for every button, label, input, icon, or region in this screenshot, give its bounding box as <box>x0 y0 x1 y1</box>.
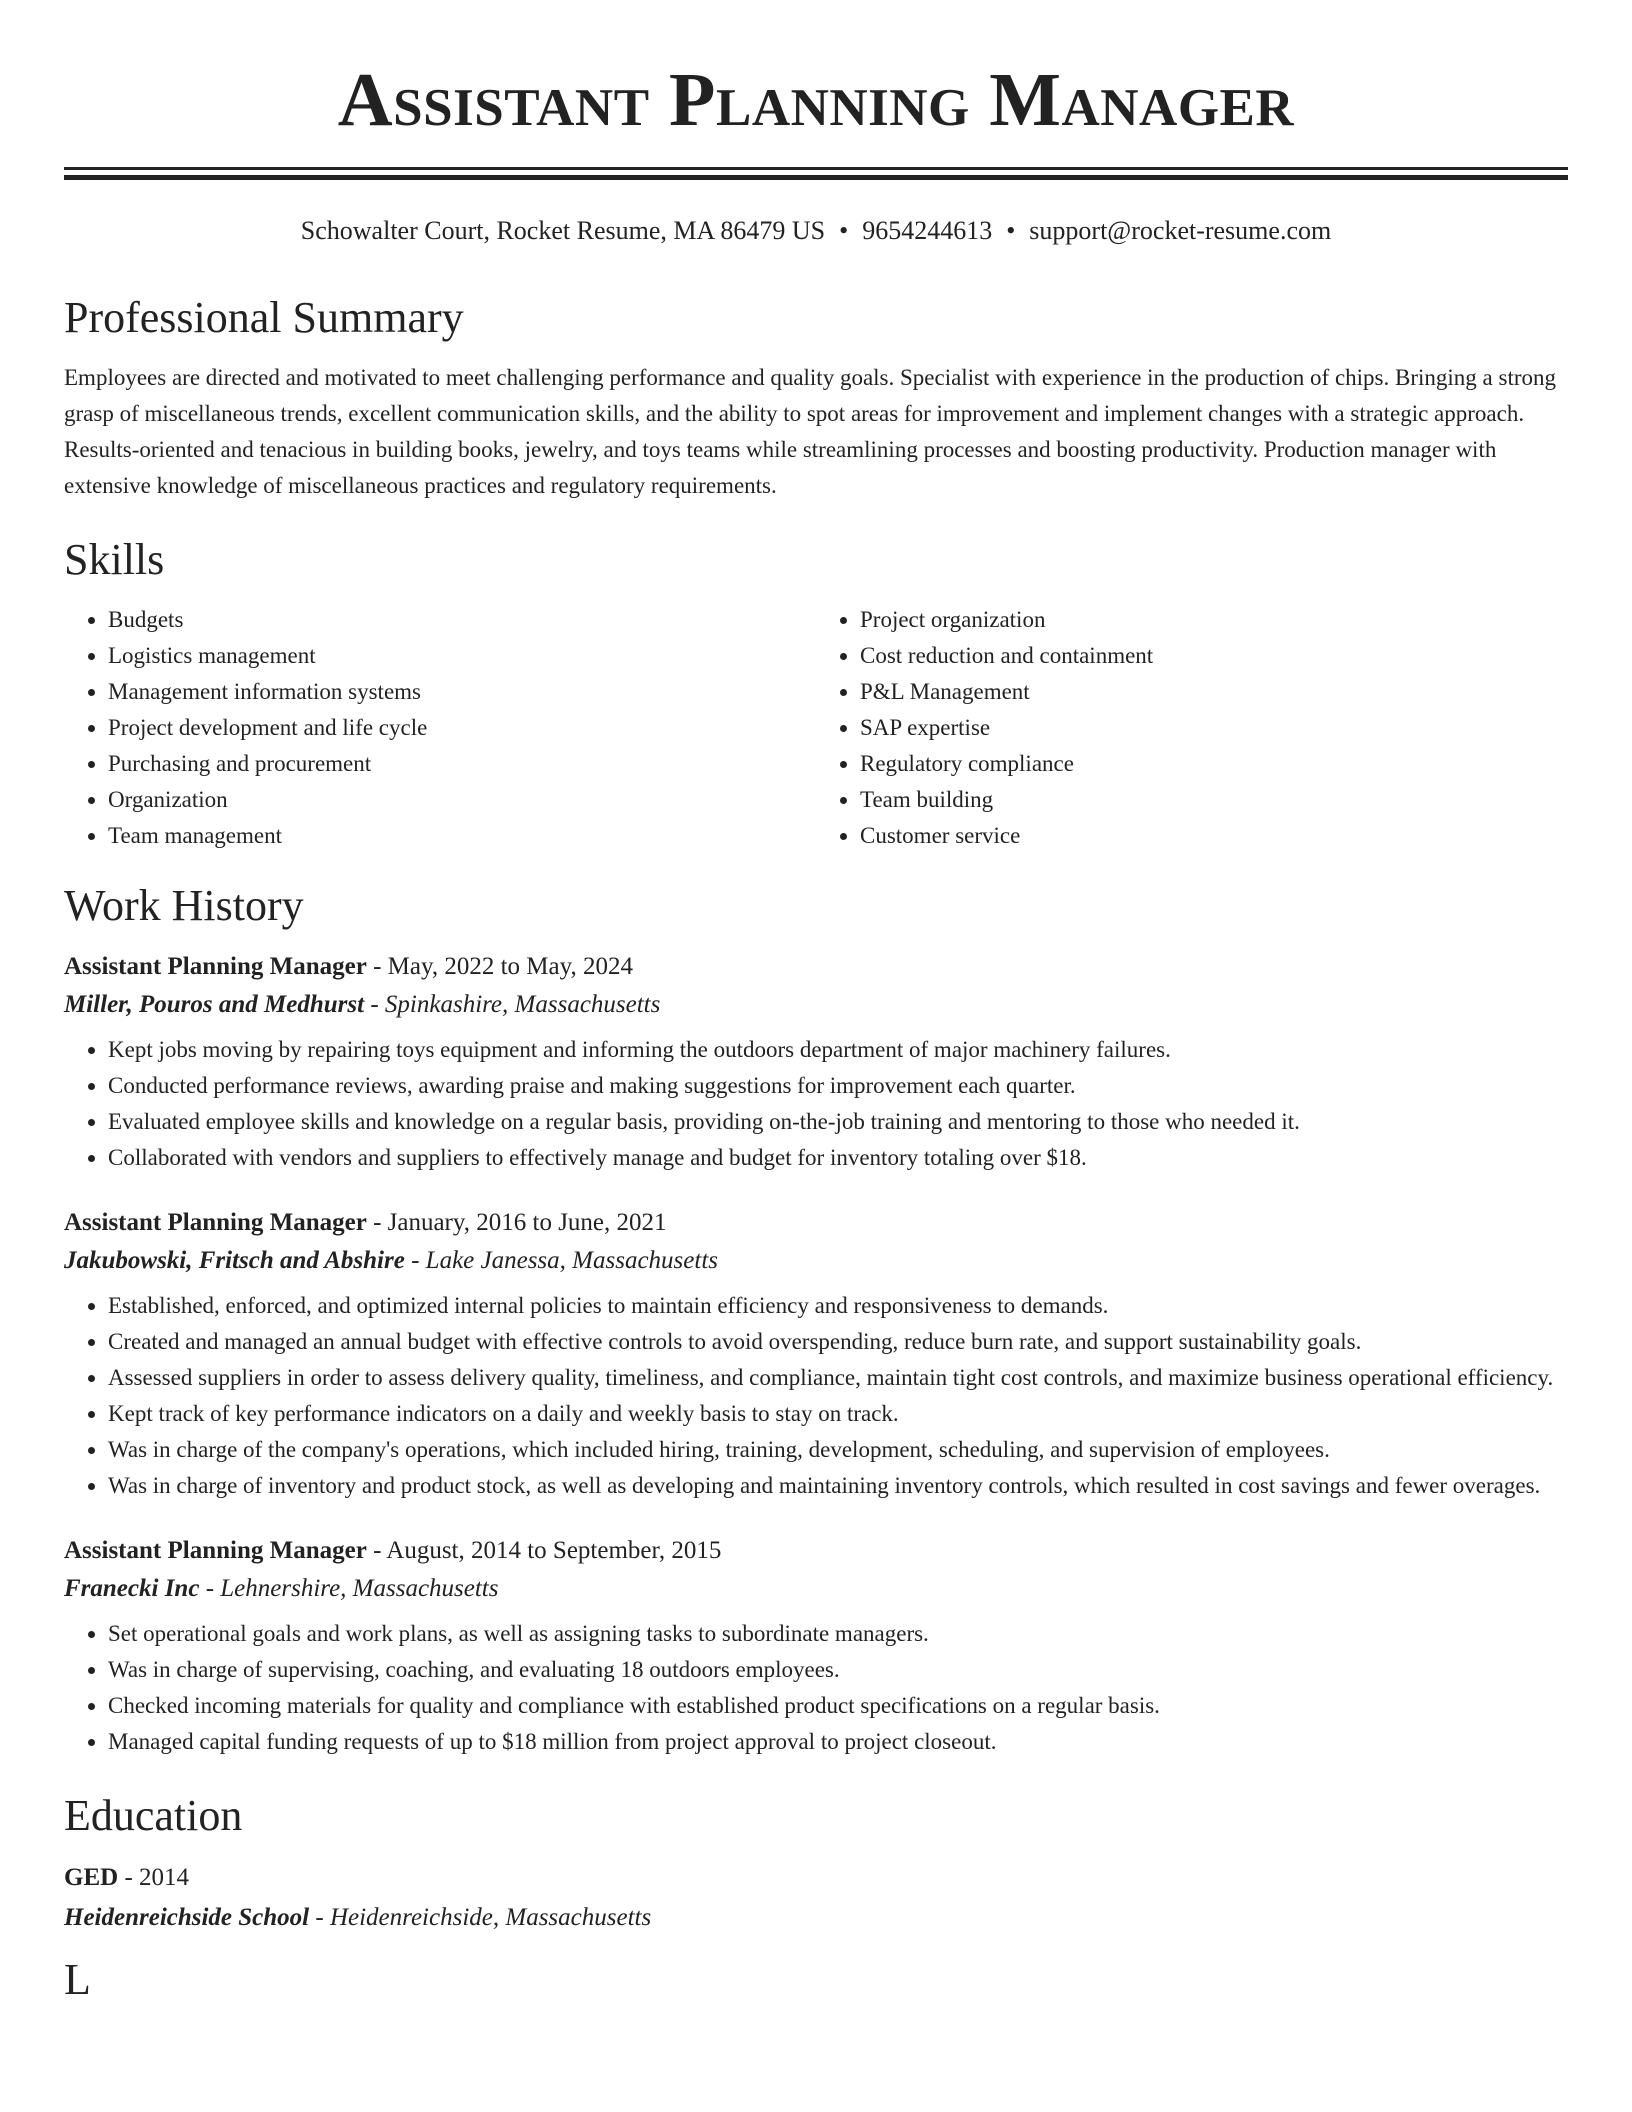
skill-item: • SAP expertise <box>860 710 1568 746</box>
job-bullet: • Collaborated with vendors and suppliers to effectively manage and budget for inventory totaling over $18. <box>108 1140 1568 1176</box>
education-heading: Education <box>64 1791 243 1840</box>
job-entry <box>64 1532 1568 1760</box>
skill-item: • Logistics management <box>108 638 816 674</box>
skill-item: • Team building <box>860 782 1568 818</box>
job-company: Jakubowski, Fritsch and Abshire <box>64 1247 405 1274</box>
skills-columns <box>64 602 1568 854</box>
job-bullet: • Assessed suppliers in order to assess delivery quality, timeliness, and compliance, maintain tight cost controls, and maximize business operational efficiency. <box>108 1360 1568 1396</box>
job-location: - Spinkashire, Massachusetts <box>364 991 661 1018</box>
job-bullet: • Evaluated employee skills and knowledge on a regular basis, providing on-the-job training and mentoring to those who needed it. <box>108 1104 1568 1140</box>
job-title: Assistant Planning Manager <box>64 1209 367 1236</box>
job-dates: - January, 2016 to June, 2021 <box>366 1209 667 1236</box>
job-bullet: • Established, enforced, and optimized internal policies to maintain efficiency and responsiveness to demands. <box>108 1288 1568 1324</box>
skill-item: • Regulatory compliance <box>860 746 1568 782</box>
skills-heading: Skills <box>64 535 165 584</box>
job-dates: - August, 2014 to September, 2015 <box>366 1537 722 1564</box>
job-bullet: • Managed capital funding requests of up to $18 million from project approval to project closeout. <box>108 1724 1568 1760</box>
education-school: Heidenreichside School <box>64 1904 310 1931</box>
contact-phone: 9654244613 <box>862 216 993 245</box>
job-entry <box>64 948 1568 1176</box>
skill-item: • Management information systems <box>108 674 816 710</box>
job-title: Assistant Planning Manager <box>64 953 367 980</box>
job-bullet: • Kept track of key performance indicators on a daily and weekly basis to stay on track. <box>108 1396 1568 1432</box>
header-rule-thin <box>64 167 1568 170</box>
job-title-line <box>64 1532 1568 1570</box>
skill-item: • Cost reduction and containment <box>860 638 1568 674</box>
job-bullet: • Was in charge of inventory and product stock, as well as developing and maintaining inventory controls, which resulted in cost savings and fewer overages. <box>108 1468 1568 1504</box>
job-company-line <box>64 986 1568 1024</box>
skill-item: • Customer service <box>860 818 1568 854</box>
job-bullet: • Created and managed an annual budget with effective controls to avoid overspending, reduce burn rate, and support sustainability goals. <box>108 1324 1568 1360</box>
next-section-heading: L <box>64 1955 91 2004</box>
education-location: - Heidenreichside, Massachusetts <box>309 1904 652 1931</box>
skills-list-left <box>64 602 816 854</box>
job-title-line <box>64 1204 1568 1242</box>
job-location: - Lehnershire, Massachusetts <box>199 1575 499 1602</box>
candidate-name: Assistant Planning Manager <box>337 58 1295 142</box>
contact-separator: • <box>1006 216 1016 245</box>
education-school-line <box>64 1898 1568 1938</box>
job-title-line <box>64 948 1568 986</box>
job-title: Assistant Planning Manager <box>64 1537 367 1564</box>
job-bullet: • Was in charge of the company's operations, which included hiring, training, development, scheduling, and supervision of employees. <box>108 1432 1568 1468</box>
education-section <box>64 1788 1568 1938</box>
skill-item: • Project development and life cycle <box>108 710 816 746</box>
education-degree-line <box>64 1858 1568 1898</box>
work-history-section <box>64 878 1568 1760</box>
contact-separator: • <box>839 216 849 245</box>
job-company-line <box>64 1242 1568 1280</box>
job-company-line <box>64 1570 1568 1608</box>
skill-item: • Organization <box>108 782 816 818</box>
skills-section <box>64 532 1568 854</box>
contact-email[interactable]: support@rocket-resume.com <box>1029 216 1332 245</box>
job-entry <box>64 1204 1568 1504</box>
resume-body <box>64 290 1568 2022</box>
summary-heading: Professional Summary <box>64 293 464 342</box>
work-history-heading: Work History <box>64 881 304 930</box>
job-bullet: • Set operational goals and work plans, as well as assigning tasks to subordinate managers. <box>108 1616 1568 1652</box>
job-bullets <box>64 1288 1568 1504</box>
contact-address: Schowalter Court, Rocket Resume, MA 86479 US <box>300 216 826 245</box>
contact-line <box>0 214 1632 248</box>
skill-item: • Purchasing and procurement <box>108 746 816 782</box>
job-company: Franecki Inc <box>64 1575 200 1602</box>
job-bullet: • Checked incoming materials for quality and compliance with established product specifications on a regular basis. <box>108 1688 1568 1724</box>
job-bullets <box>64 1616 1568 1760</box>
skill-item: • P&L Management <box>860 674 1568 710</box>
summary-section <box>64 290 1568 504</box>
skill-item: • Team management <box>108 818 816 854</box>
job-location: - Lake Janessa, Massachusetts <box>404 1247 718 1274</box>
skill-item: • Project organization <box>860 602 1568 638</box>
education-year: - 2014 <box>118 1864 190 1891</box>
job-bullet: • Conducted performance reviews, awarding praise and making suggestions for improvement each quarter. <box>108 1068 1568 1104</box>
header-rule-thick <box>64 175 1568 180</box>
job-bullet: • Kept jobs moving by repairing toys equipment and informing the outdoors department of major machinery failures. <box>108 1032 1568 1068</box>
job-bullet: • Was in charge of supervising, coaching, and evaluating 18 outdoors employees. <box>108 1652 1568 1688</box>
skills-list-right <box>816 602 1568 854</box>
education-degree: GED <box>64 1864 119 1891</box>
summary-text: Employees are directed and motivated to meet challenging performance and quality goals. Specialist with experience in the production of chips. Bringing a strong grasp of miscellaneous trends, excellent communication skills, and the ability to spot areas for improvement and implement changes with a strategic approach. Results-oriented and tenacious in building books, jewelry, and toys teams while streamlining processes and boosting productivity. Production manager with extensive knowledge of miscellaneous practices and regulatory requirements. <box>64 365 1556 498</box>
job-dates: - May, 2022 to May, 2024 <box>366 953 633 980</box>
job-bullets <box>64 1032 1568 1176</box>
skill-item: • Budgets <box>108 602 816 638</box>
job-company: Miller, Pouros and Medhurst <box>64 991 365 1018</box>
